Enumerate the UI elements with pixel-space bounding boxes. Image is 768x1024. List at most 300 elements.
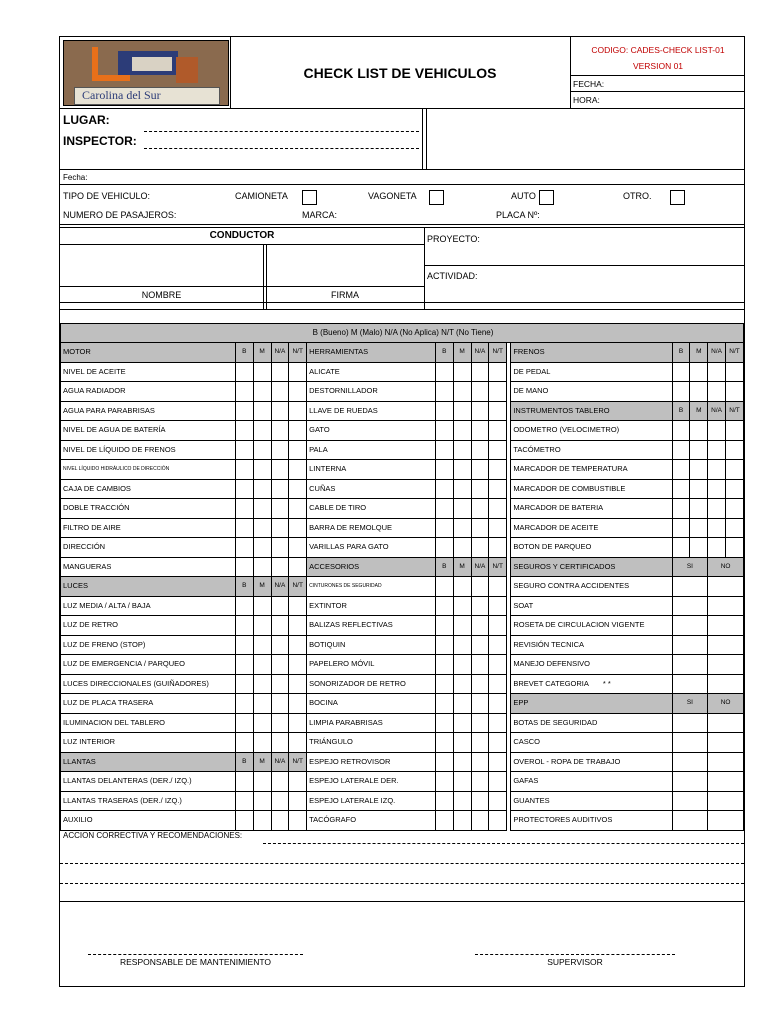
- check-cell-b[interactable]: [672, 460, 690, 480]
- check-cell-na[interactable]: [271, 557, 289, 577]
- table-row: [61, 616, 744, 636]
- nombre-label: NOMBRE: [141, 290, 182, 300]
- check-cell-nt[interactable]: [726, 362, 744, 382]
- check-cell-na[interactable]: [471, 791, 489, 811]
- responsable-signature-line[interactable]: [88, 954, 303, 955]
- check-cell-m[interactable]: [690, 440, 708, 460]
- check-cell-nt[interactable]: [289, 733, 307, 753]
- check-cell-b[interactable]: [235, 635, 253, 655]
- check-cell-b[interactable]: [435, 518, 453, 538]
- check-cell-m[interactable]: [690, 518, 708, 538]
- check-cell-na[interactable]: [471, 674, 489, 694]
- checklist-grid: [60, 323, 744, 831]
- check-cell-nt[interactable]: [289, 557, 307, 577]
- check-cell-na[interactable]: [471, 694, 489, 714]
- check-cell-b[interactable]: [435, 538, 453, 558]
- checklist-item: ESPEJO LATERALE IZQ.: [307, 791, 436, 811]
- col-header-nt: N/T: [489, 557, 507, 577]
- check-cell-na[interactable]: [471, 596, 489, 616]
- check-cell-na[interactable]: [271, 401, 289, 421]
- check-cell-b[interactable]: [435, 772, 453, 792]
- check-cell-no[interactable]: [708, 713, 744, 733]
- check-cell-m[interactable]: [253, 811, 271, 831]
- checklist-item: PALA: [307, 440, 436, 460]
- check-cell-m[interactable]: [690, 421, 708, 441]
- check-cell-na[interactable]: [271, 479, 289, 499]
- check-cell-b[interactable]: [435, 811, 453, 831]
- check-cell-m[interactable]: [453, 421, 471, 441]
- check-cell-na[interactable]: [471, 382, 489, 402]
- table-row: [61, 479, 744, 499]
- check-cell-si[interactable]: [672, 616, 708, 636]
- form-title: CHECK LIST DE VEHICULOS: [303, 65, 497, 81]
- check-cell-nt[interactable]: [726, 460, 744, 480]
- col-header-no: NO: [708, 557, 744, 577]
- col-header-na: N/A: [271, 577, 289, 597]
- check-cell-nt[interactable]: [726, 382, 744, 402]
- check-cell-b[interactable]: [235, 616, 253, 636]
- check-cell-m[interactable]: [453, 733, 471, 753]
- check-cell-nt[interactable]: [289, 460, 307, 480]
- check-cell-na[interactable]: [271, 499, 289, 519]
- check-cell-nt[interactable]: [489, 499, 507, 519]
- check-cell-m[interactable]: [253, 538, 271, 558]
- check-cell-na[interactable]: [708, 499, 726, 519]
- check-cell-b[interactable]: [435, 733, 453, 753]
- check-cell-b[interactable]: [435, 713, 453, 733]
- check-cell-na[interactable]: [271, 655, 289, 675]
- check-cell-m[interactable]: [253, 479, 271, 499]
- check-cell-nt[interactable]: [489, 674, 507, 694]
- checklist-item: BOTIQUIN: [307, 635, 436, 655]
- check-cell-na[interactable]: [471, 655, 489, 675]
- check-cell-na[interactable]: [471, 713, 489, 733]
- check-cell-b[interactable]: [235, 401, 253, 421]
- check-cell-nt[interactable]: [289, 538, 307, 558]
- accion-line-1[interactable]: [263, 843, 744, 844]
- checklist-item: TACÓGRAFO: [307, 811, 436, 831]
- check-cell-m[interactable]: [453, 577, 471, 597]
- check-cell-m[interactable]: [253, 499, 271, 519]
- check-cell-na[interactable]: [271, 362, 289, 382]
- check-cell-m[interactable]: [690, 538, 708, 558]
- checklist-item: MARCADOR DE ACEITE: [511, 518, 672, 538]
- check-cell-b[interactable]: [435, 674, 453, 694]
- checklist-item: LUZ DE EMERGENCIA / PARQUEO: [61, 655, 236, 675]
- checklist-item: AUXILIO: [61, 811, 236, 831]
- check-cell-b[interactable]: [235, 440, 253, 460]
- check-cell-b[interactable]: [672, 499, 690, 519]
- check-cell-na[interactable]: [471, 518, 489, 538]
- check-cell-nt[interactable]: [289, 694, 307, 714]
- col-header-si: SI: [672, 694, 708, 714]
- check-cell-nt[interactable]: [489, 655, 507, 675]
- check-cell-m[interactable]: [453, 518, 471, 538]
- check-cell-si[interactable]: [672, 752, 708, 772]
- check-cell-b[interactable]: [235, 655, 253, 675]
- check-cell-nt[interactable]: [489, 596, 507, 616]
- check-cell-m[interactable]: [453, 616, 471, 636]
- otro-checkbox[interactable]: [670, 190, 685, 205]
- check-cell-nt[interactable]: [289, 382, 307, 402]
- check-cell-m[interactable]: [253, 791, 271, 811]
- check-cell-si[interactable]: [672, 811, 708, 831]
- check-cell-b[interactable]: [235, 421, 253, 441]
- check-cell-nt[interactable]: [289, 479, 307, 499]
- check-cell-m[interactable]: [453, 635, 471, 655]
- check-cell-m[interactable]: [453, 479, 471, 499]
- accion-line-2[interactable]: [60, 863, 744, 864]
- check-cell-m[interactable]: [453, 382, 471, 402]
- check-cell-m[interactable]: [453, 791, 471, 811]
- check-cell-no[interactable]: [708, 791, 744, 811]
- check-cell-m[interactable]: [253, 713, 271, 733]
- check-cell-nt[interactable]: [489, 616, 507, 636]
- checklist-item: BREVET CATEGORIA * *: [511, 674, 672, 694]
- check-cell-m[interactable]: [253, 772, 271, 792]
- accion-line-3[interactable]: [60, 883, 744, 884]
- check-cell-na[interactable]: [708, 421, 726, 441]
- check-cell-b[interactable]: [235, 538, 253, 558]
- check-cell-m[interactable]: [253, 421, 271, 441]
- check-cell-b[interactable]: [672, 440, 690, 460]
- check-cell-si[interactable]: [672, 596, 708, 616]
- checklist-item: ROSETA DE CIRCULACION VIGENTE: [511, 616, 672, 636]
- check-cell-nt[interactable]: [289, 616, 307, 636]
- check-cell-si[interactable]: [672, 635, 708, 655]
- check-cell-b[interactable]: [235, 791, 253, 811]
- checklist-item: LLANTAS DELANTERAS (DER./ IZQ.): [61, 772, 236, 792]
- check-cell-na[interactable]: [471, 440, 489, 460]
- check-cell-m[interactable]: [253, 616, 271, 636]
- check-cell-m[interactable]: [453, 752, 471, 772]
- check-cell-m[interactable]: [253, 596, 271, 616]
- check-cell-nt[interactable]: [289, 772, 307, 792]
- check-cell-b[interactable]: [672, 479, 690, 499]
- check-cell-nt[interactable]: [289, 596, 307, 616]
- check-cell-m[interactable]: [690, 479, 708, 499]
- check-cell-m[interactable]: [253, 655, 271, 675]
- check-cell-na[interactable]: [708, 518, 726, 538]
- check-cell-no[interactable]: [708, 674, 744, 694]
- check-cell-m[interactable]: [253, 401, 271, 421]
- check-cell-m[interactable]: [690, 382, 708, 402]
- check-cell-b[interactable]: [435, 362, 453, 382]
- checklist-item: CINTURONES DE SEGURIDAD: [307, 577, 436, 597]
- check-cell-na[interactable]: [271, 791, 289, 811]
- camioneta-checkbox[interactable]: [302, 190, 317, 205]
- col-header-no: NO: [708, 694, 744, 714]
- check-cell-na[interactable]: [471, 733, 489, 753]
- check-cell-nt[interactable]: [726, 440, 744, 460]
- check-cell-na[interactable]: [271, 596, 289, 616]
- check-cell-si[interactable]: [672, 733, 708, 753]
- col-header-b: B: [435, 343, 453, 363]
- check-cell-no[interactable]: [708, 635, 744, 655]
- check-cell-b[interactable]: [435, 382, 453, 402]
- check-cell-si[interactable]: [672, 791, 708, 811]
- col-header-m: M: [253, 752, 271, 772]
- check-cell-m[interactable]: [253, 518, 271, 538]
- check-cell-b[interactable]: [435, 596, 453, 616]
- check-cell-m[interactable]: [253, 460, 271, 480]
- check-cell-na[interactable]: [271, 460, 289, 480]
- check-cell-nt[interactable]: [489, 362, 507, 382]
- col-header-na: N/A: [271, 343, 289, 363]
- check-cell-nt[interactable]: [726, 518, 744, 538]
- check-cell-si[interactable]: [672, 772, 708, 792]
- check-cell-nt[interactable]: [289, 713, 307, 733]
- check-cell-b[interactable]: [235, 362, 253, 382]
- check-cell-na[interactable]: [471, 479, 489, 499]
- col-header-nt: N/T: [726, 401, 744, 421]
- check-cell-m[interactable]: [453, 713, 471, 733]
- check-cell-m[interactable]: [453, 362, 471, 382]
- check-cell-b[interactable]: [235, 460, 253, 480]
- check-cell-na[interactable]: [471, 772, 489, 792]
- check-cell-nt[interactable]: [289, 499, 307, 519]
- check-cell-nt[interactable]: [489, 635, 507, 655]
- check-cell-no[interactable]: [708, 772, 744, 792]
- check-cell-na[interactable]: [471, 577, 489, 597]
- check-cell-na[interactable]: [271, 811, 289, 831]
- check-cell-nt[interactable]: [489, 518, 507, 538]
- check-cell-b[interactable]: [435, 499, 453, 519]
- supervisor-signature-line[interactable]: [475, 954, 675, 955]
- check-cell-b[interactable]: [435, 577, 453, 597]
- check-cell-nt[interactable]: [489, 733, 507, 753]
- check-cell-m[interactable]: [453, 811, 471, 831]
- check-cell-m[interactable]: [253, 440, 271, 460]
- col-header-nt: N/T: [289, 577, 307, 597]
- table-row: [61, 440, 744, 460]
- check-cell-no[interactable]: [708, 577, 744, 597]
- check-cell-na[interactable]: [271, 772, 289, 792]
- check-cell-b[interactable]: [672, 362, 690, 382]
- checklist-item: PROTECTORES AUDITIVOS: [511, 811, 672, 831]
- check-cell-nt[interactable]: [289, 440, 307, 460]
- check-cell-m[interactable]: [453, 596, 471, 616]
- check-cell-nt[interactable]: [289, 421, 307, 441]
- supervisor-label: SUPERVISOR: [547, 957, 603, 967]
- check-cell-m[interactable]: [453, 440, 471, 460]
- check-cell-na[interactable]: [708, 362, 726, 382]
- check-cell-nt[interactable]: [489, 772, 507, 792]
- check-cell-b[interactable]: [235, 694, 253, 714]
- check-cell-nt[interactable]: [289, 674, 307, 694]
- check-cell-na[interactable]: [271, 713, 289, 733]
- check-cell-nt[interactable]: [289, 655, 307, 675]
- check-cell-b[interactable]: [435, 694, 453, 714]
- check-cell-m[interactable]: [453, 655, 471, 675]
- check-cell-nt[interactable]: [289, 518, 307, 538]
- check-cell-m[interactable]: [453, 772, 471, 792]
- check-cell-b[interactable]: [435, 752, 453, 772]
- check-cell-no[interactable]: [708, 616, 744, 636]
- check-cell-nt[interactable]: [489, 752, 507, 772]
- check-cell-na[interactable]: [708, 460, 726, 480]
- checklist-item: GAFAS: [511, 772, 672, 792]
- check-cell-na[interactable]: [271, 635, 289, 655]
- table-row: [61, 499, 744, 519]
- check-cell-na[interactable]: [708, 382, 726, 402]
- check-cell-b[interactable]: [235, 674, 253, 694]
- checklist-item: LLANTAS TRASERAS (DER./ IZQ.): [61, 791, 236, 811]
- table-row: [61, 791, 744, 811]
- check-cell-nt[interactable]: [489, 440, 507, 460]
- check-cell-m[interactable]: [453, 460, 471, 480]
- check-cell-nt[interactable]: [489, 791, 507, 811]
- check-cell-na[interactable]: [471, 538, 489, 558]
- check-cell-b[interactable]: [235, 382, 253, 402]
- check-cell-nt[interactable]: [726, 479, 744, 499]
- check-cell-b[interactable]: [672, 382, 690, 402]
- check-cell-nt[interactable]: [289, 362, 307, 382]
- col-header-b: B: [672, 343, 690, 363]
- check-cell-b[interactable]: [435, 421, 453, 441]
- check-cell-nt[interactable]: [489, 713, 507, 733]
- check-cell-nt[interactable]: [726, 538, 744, 558]
- check-cell-nt[interactable]: [489, 694, 507, 714]
- checklist-item: DOBLE TRACCIÓN: [61, 499, 236, 519]
- check-cell-na[interactable]: [271, 694, 289, 714]
- checklist-item: BOCINA: [307, 694, 436, 714]
- check-cell-nt[interactable]: [289, 401, 307, 421]
- check-cell-na[interactable]: [271, 733, 289, 753]
- check-cell-na[interactable]: [271, 440, 289, 460]
- check-cell-nt[interactable]: [489, 577, 507, 597]
- check-cell-b[interactable]: [435, 479, 453, 499]
- check-cell-na[interactable]: [471, 421, 489, 441]
- check-cell-no[interactable]: [708, 655, 744, 675]
- col-header-na: N/A: [471, 557, 489, 577]
- check-cell-m[interactable]: [253, 557, 271, 577]
- fecha-header-label: FECHA:: [573, 79, 605, 89]
- check-cell-b[interactable]: [235, 772, 253, 792]
- check-cell-m[interactable]: [253, 674, 271, 694]
- check-cell-b[interactable]: [235, 733, 253, 753]
- check-cell-b[interactable]: [435, 401, 453, 421]
- check-cell-si[interactable]: [672, 655, 708, 675]
- checklist-item: LUCES DIRECCIONALES (GUIÑADORES): [61, 674, 236, 694]
- check-cell-b[interactable]: [435, 791, 453, 811]
- check-cell-na[interactable]: [708, 440, 726, 460]
- check-cell-m[interactable]: [453, 694, 471, 714]
- check-cell-m[interactable]: [453, 401, 471, 421]
- check-cell-si[interactable]: [672, 674, 708, 694]
- check-cell-na[interactable]: [471, 362, 489, 382]
- check-cell-b[interactable]: [435, 440, 453, 460]
- check-cell-b[interactable]: [235, 713, 253, 733]
- check-cell-nt[interactable]: [726, 499, 744, 519]
- check-cell-na[interactable]: [471, 752, 489, 772]
- check-cell-b[interactable]: [672, 421, 690, 441]
- auto-checkbox[interactable]: [539, 190, 554, 205]
- inspector-line-2[interactable]: [144, 148, 419, 149]
- checklist-item: OVEROL - ROPA DE TRABAJO: [511, 752, 672, 772]
- check-cell-b[interactable]: [235, 557, 253, 577]
- check-cell-nt[interactable]: [489, 811, 507, 831]
- check-cell-na[interactable]: [471, 811, 489, 831]
- check-cell-nt[interactable]: [489, 538, 507, 558]
- check-cell-na[interactable]: [471, 635, 489, 655]
- check-cell-na[interactable]: [271, 518, 289, 538]
- check-cell-m[interactable]: [690, 460, 708, 480]
- check-cell-na[interactable]: [271, 616, 289, 636]
- check-cell-b[interactable]: [435, 635, 453, 655]
- check-cell-b[interactable]: [235, 479, 253, 499]
- vagoneta-checkbox[interactable]: [429, 190, 444, 205]
- check-cell-m[interactable]: [453, 674, 471, 694]
- check-cell-b[interactable]: [435, 655, 453, 675]
- check-cell-no[interactable]: [708, 733, 744, 753]
- check-cell-nt[interactable]: [489, 460, 507, 480]
- check-cell-no[interactable]: [708, 811, 744, 831]
- check-cell-nt[interactable]: [289, 791, 307, 811]
- check-cell-b[interactable]: [235, 499, 253, 519]
- check-cell-na[interactable]: [271, 382, 289, 402]
- col-header-m: M: [690, 401, 708, 421]
- check-cell-na[interactable]: [471, 499, 489, 519]
- checklist-item: MARCADOR DE BATERIA: [511, 499, 672, 519]
- checklist-item: NIVEL LÍQUIDO HIDRÁULICO DE DIRECCIÓN: [61, 460, 236, 480]
- check-cell-si[interactable]: [672, 713, 708, 733]
- inspector-line-1[interactable]: [144, 131, 419, 132]
- check-cell-nt[interactable]: [489, 421, 507, 441]
- col-header-m: M: [453, 343, 471, 363]
- check-cell-m[interactable]: [253, 635, 271, 655]
- check-cell-m[interactable]: [453, 538, 471, 558]
- check-cell-na[interactable]: [271, 538, 289, 558]
- check-cell-b[interactable]: [435, 460, 453, 480]
- checklist-item: CABLE DE TIRO: [307, 499, 436, 519]
- check-cell-b[interactable]: [672, 518, 690, 538]
- check-cell-si[interactable]: [672, 577, 708, 597]
- check-cell-na[interactable]: [471, 401, 489, 421]
- check-cell-b[interactable]: [235, 596, 253, 616]
- check-cell-na[interactable]: [471, 616, 489, 636]
- check-cell-na[interactable]: [471, 460, 489, 480]
- check-cell-na[interactable]: [708, 538, 726, 558]
- check-cell-na[interactable]: [271, 674, 289, 694]
- check-cell-b[interactable]: [235, 811, 253, 831]
- check-cell-m[interactable]: [690, 499, 708, 519]
- check-cell-nt[interactable]: [726, 421, 744, 441]
- check-cell-no[interactable]: [708, 752, 744, 772]
- check-cell-na[interactable]: [271, 421, 289, 441]
- fecha-label: Fecha:: [63, 173, 88, 182]
- check-cell-m[interactable]: [690, 362, 708, 382]
- inspector-label: INSPECTOR:: [63, 134, 137, 148]
- check-cell-nt[interactable]: [489, 382, 507, 402]
- check-cell-na[interactable]: [708, 479, 726, 499]
- check-cell-m[interactable]: [253, 382, 271, 402]
- check-cell-m[interactable]: [253, 694, 271, 714]
- check-cell-nt[interactable]: [489, 479, 507, 499]
- checklist-item: BALIZAS REFLECTIVAS: [307, 616, 436, 636]
- check-cell-nt[interactable]: [289, 635, 307, 655]
- check-cell-m[interactable]: [253, 362, 271, 382]
- check-cell-b[interactable]: [435, 616, 453, 636]
- check-cell-m[interactable]: [253, 733, 271, 753]
- check-cell-b[interactable]: [672, 538, 690, 558]
- check-cell-m[interactable]: [453, 499, 471, 519]
- col-header-nt: N/T: [726, 343, 744, 363]
- check-cell-no[interactable]: [708, 596, 744, 616]
- check-cell-nt[interactable]: [489, 401, 507, 421]
- check-cell-nt[interactable]: [289, 811, 307, 831]
- check-cell-b[interactable]: [235, 518, 253, 538]
